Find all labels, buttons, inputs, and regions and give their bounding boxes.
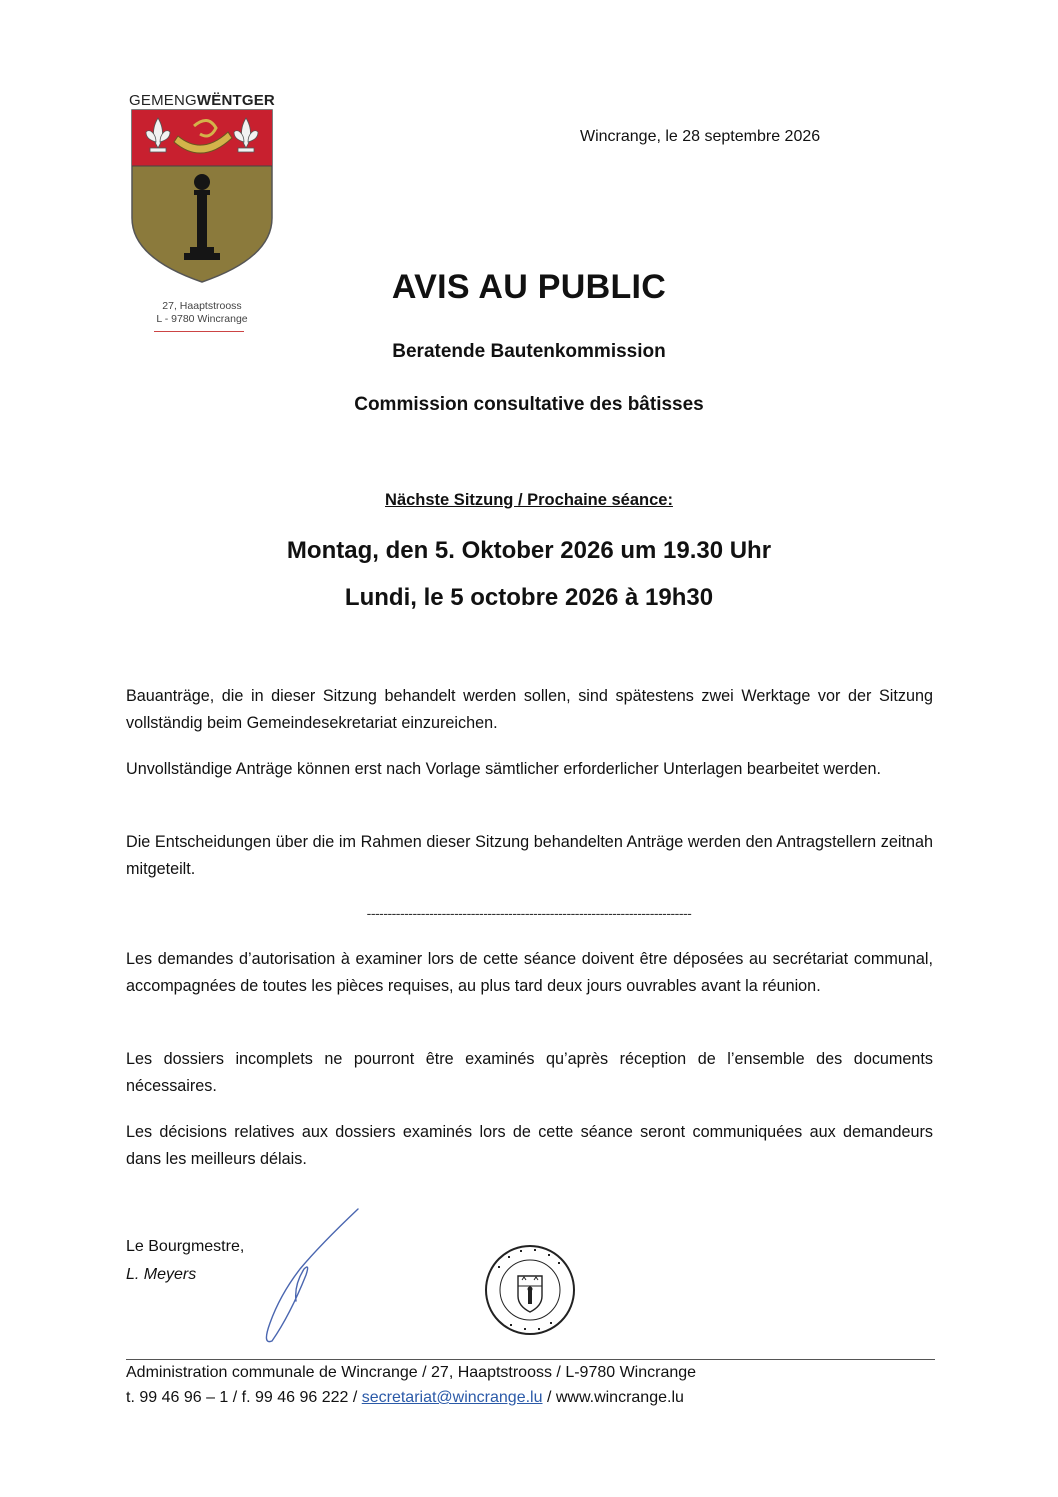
subtitle-de: Beratende Bautenkommission: [392, 341, 666, 362]
paragraph-fr-1: Les demandes d’autorisation à examiner lors de cette séance doivent être déposées au secrétariat communal, accompagnées de toutes les pièces requises, au plus tard deux jours ouvrables avant la réunion.: [126, 950, 933, 995]
footer-rule: [126, 1359, 935, 1360]
place-date: Wincrange, le 28 septembre 2026: [580, 128, 821, 145]
footer-phone-fax: t. 99 46 96 – 1 / f. 99 46 96 222 /: [126, 1389, 362, 1406]
logo-name-part2: WËNTGER: [196, 92, 275, 109]
meeting-date-de: Montag, den 5. Oktober 2026 um 19.30 Uhr: [286, 537, 772, 564]
paragraph-fr-2: Les dossiers incomplets ne pourront être examinés qu’après réception de l’ensemble des documents nécessaires.: [126, 1050, 933, 1095]
next-meeting-label: Nächste Sitzung / Prochaine séance:: [385, 491, 673, 509]
logo-wordmark: [126, 92, 278, 109]
paragraph-de-3: Die Entscheidungen über die im Rahmen dieser Sitzung behandelten Anträge werden den Antragstellern zeitnah mitgeteilt.: [126, 833, 933, 878]
logo-underline: [154, 331, 244, 332]
coat-of-arms-icon: [130, 108, 274, 284]
paragraph-de-2: Unvollständige Anträge können erst nach Vorlage sämtlicher erforderlicher Unterlagen bearbeitet werden.: [126, 760, 881, 778]
section-divider: ------------------------------------------------------------------------------: [366, 905, 692, 921]
footer-address: Administration communale de Wincrange / 27, Haaptstrooss / L-9780 Wincrange: [126, 1364, 697, 1381]
official-stamp-icon: [484, 1244, 576, 1336]
logo-name-part1: GEMENG: [129, 92, 197, 109]
footer-website[interactable]: / www.wincrange.lu: [542, 1389, 684, 1406]
signatory-name: L. Meyers: [126, 1266, 197, 1283]
meeting-date-fr: Lundi, le 5 octobre 2026 à 19h30: [344, 584, 714, 611]
subtitle-fr: Commission consultative des bâtisses: [354, 394, 704, 415]
logo-address-line2: L - 9780 Wincrange: [156, 313, 248, 325]
email-link[interactable]: secretariat@wincrange.lu: [361, 1389, 543, 1406]
footer-contact: [126, 1389, 684, 1407]
logo-address-line1: 27, Haaptstrooss: [162, 300, 242, 312]
handwritten-signature-icon: [250, 1205, 370, 1350]
signatory-role: Le Bourgmestre,: [126, 1238, 245, 1255]
notice-title: AVIS AU PUBLIC: [391, 268, 667, 306]
paragraph-fr-3: Les décisions relatives aux dossiers examinés lors de cette séance seront communiquées aux demandeurs dans les meilleurs délais.: [126, 1123, 933, 1168]
paragraph-de-1: Bauanträge, die in dieser Sitzung behandelt werden sollen, sind spätestens zwei Werktage vor der Sitzung vollständig beim Gemeindesekretariat einzureichen.: [126, 687, 933, 732]
